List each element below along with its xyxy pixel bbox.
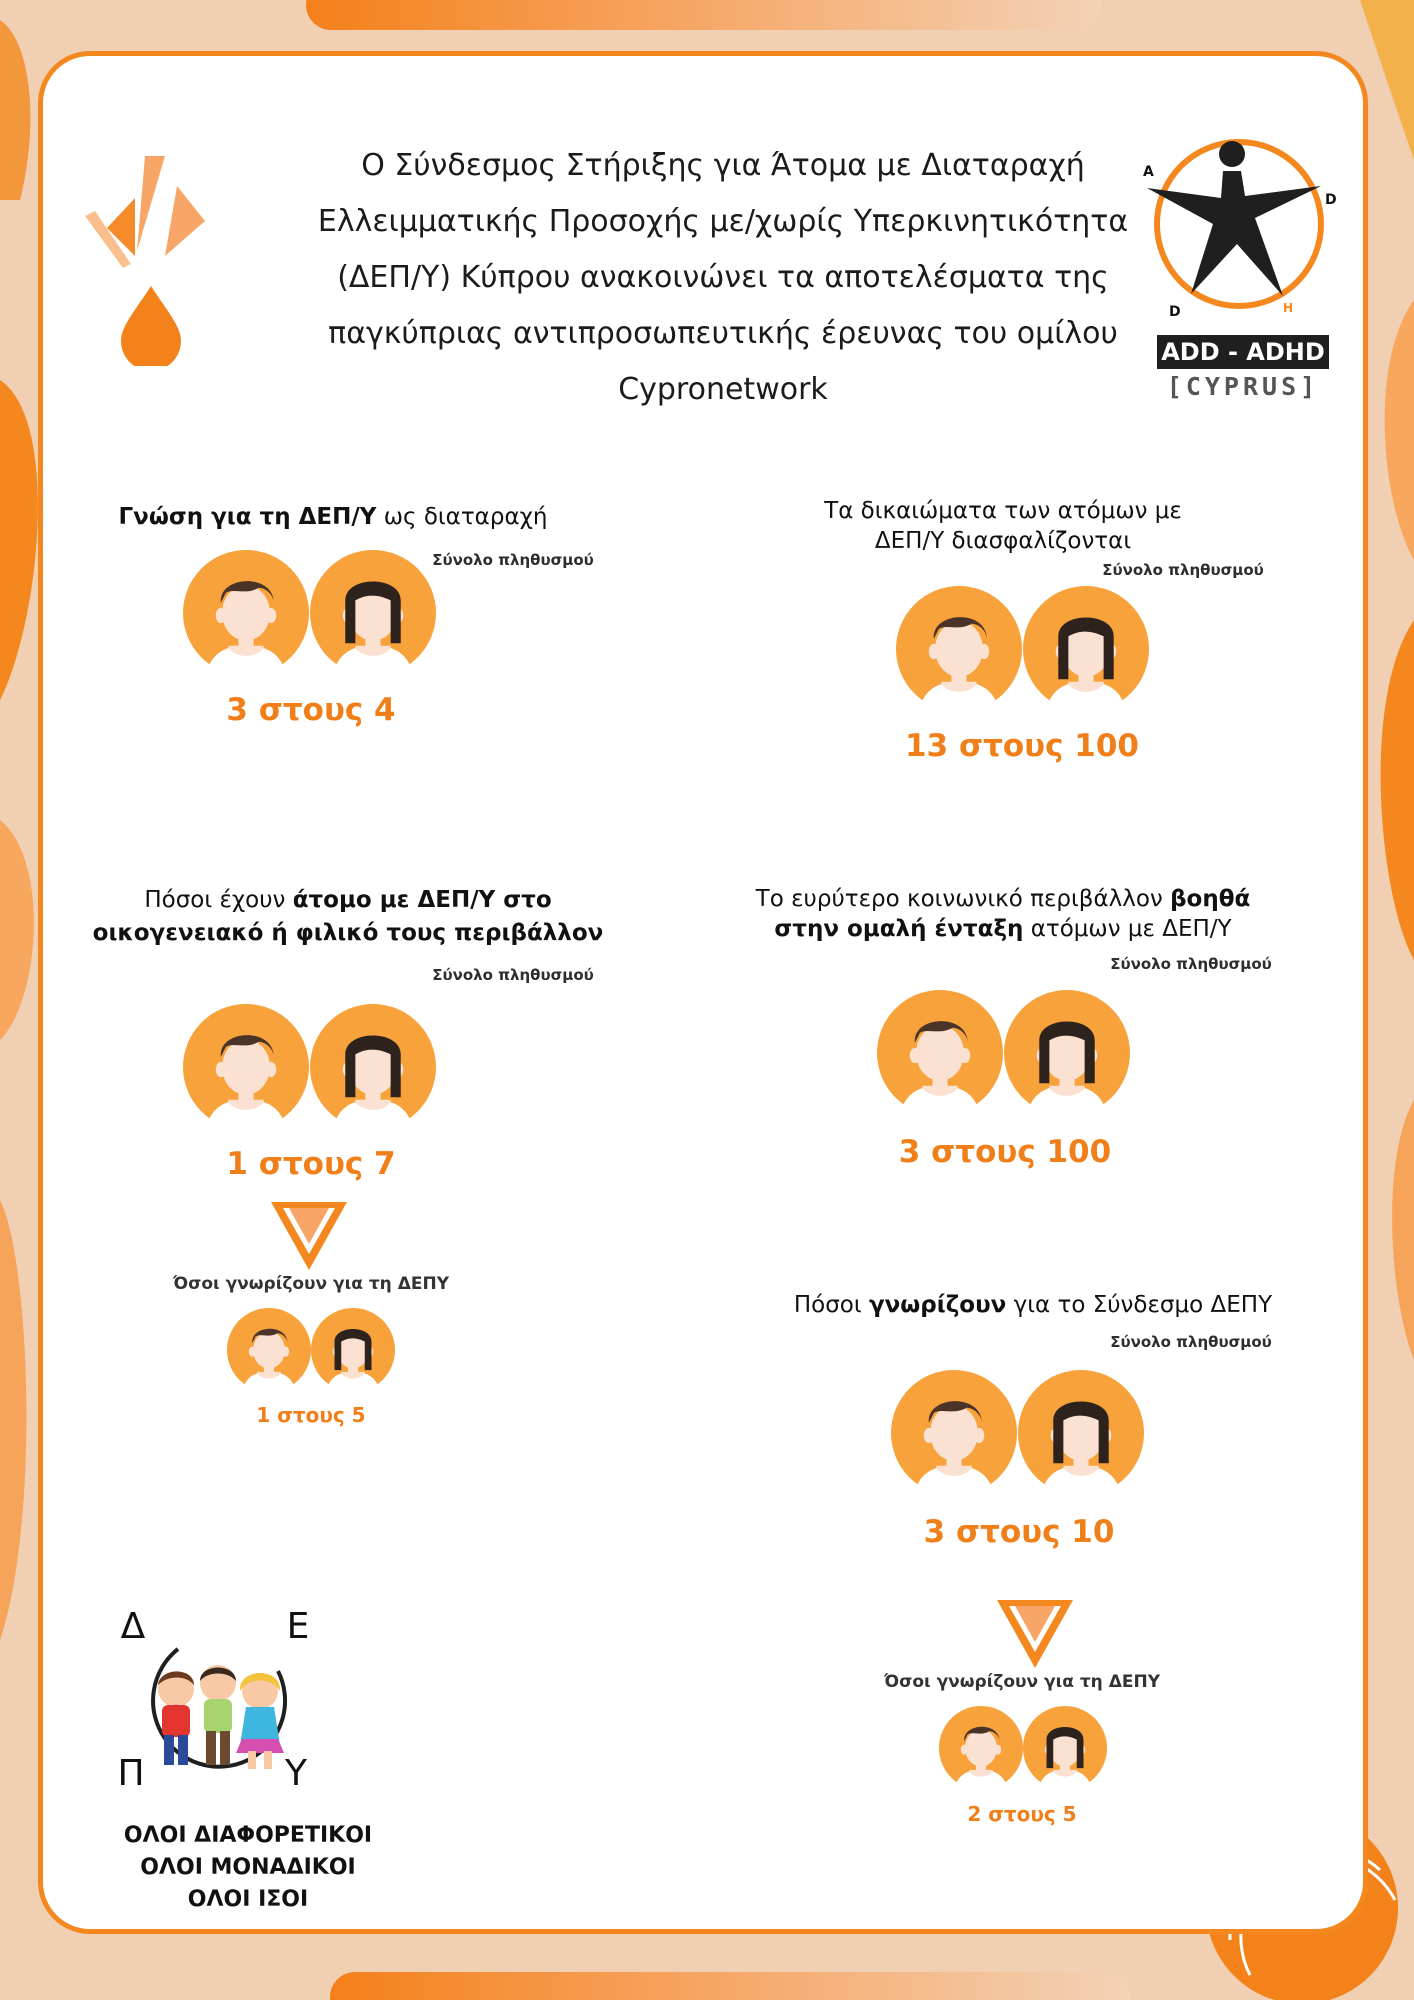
environment-sub-male-avatar [227,1308,311,1392]
depy-motto-line-1: ΟΛΟΙ ΔΙΑΦΟΡΕΤΙΚΟΙ [123,1823,373,1848]
header-line-5: Cypronetwork [618,372,828,407]
integration-title-bold-1: βοηθά [1170,886,1251,912]
logo-letter-d2: D [1169,304,1181,320]
knowledge-title [83,502,583,532]
knowledge-female-avatar [310,550,436,676]
environment-title-bold-1: άτομο με ΔΕΠ/Υ στο [292,887,552,913]
depy-letter-delta: Δ [120,1606,146,1647]
association-title-bold: γνωρίζουν [868,1292,1007,1318]
header-line-3: (ΔΕΠ/Υ) Κύπρου ανακοινώνει τα αποτελέσματα της [337,260,1109,295]
integration-title-rest: ατόμων με ΔΕΠ/Υ [1023,916,1232,942]
depy-letter-pi: Π [117,1753,145,1794]
environment-title-line-2 [63,918,633,948]
association-population-label: Σύνολο πληθυσμού [1110,1333,1272,1351]
environment-female-avatar [310,1004,436,1130]
association-title [753,1290,1313,1320]
rights-title-line-2: ΔΕΠ/Υ διασφαλίζονται [874,528,1132,554]
header-line-2: Ελλειμματικής Προσοχής με/χωρίς Υπερκινητικότητα [317,204,1129,239]
integration-female-avatar [1004,990,1130,1116]
environment-male-avatar [183,1004,309,1130]
depy-motto-line-2: ΟΛΟΙ ΜΟΝΑΔΙΚΟΙ [140,1855,356,1880]
environment-stat: 1 στους 7 [226,1146,396,1182]
association-title-rest: για το Σύνδεσμο ΔΕΠΥ [1006,1292,1273,1318]
logo-name: ADD - ADHD [1157,335,1329,369]
rights-population-label: Σύνολο πληθυσμού [1102,561,1264,579]
male-person-icon [227,1308,311,1392]
association-sub-label: Όσοι γνωρίζουν για τη ΔΕΠΥ [883,1672,1161,1692]
association-male-avatar [891,1370,1017,1496]
adhd-star-figure-icon [1133,126,1343,326]
environment-title-line-1 [83,885,613,915]
female-person-icon [1018,1370,1144,1496]
female-person-icon [310,1004,436,1130]
integration-title-bold-2: στην ομαλή ένταξη [774,916,1024,942]
knowledge-male-avatar [183,550,309,676]
integration-population-label: Σύνολο πληθυσμού [1110,955,1272,973]
male-person-icon [877,990,1003,1116]
knowledge-title-bold: Γνώση για τη ΔΕΠ/Υ [118,504,377,530]
header-line-4: παγκύπριας αντιπροσωπευτικής έρευνας του ομίλου [328,316,1118,351]
logo-country: [CYPRUS] [1166,372,1320,401]
association-title-pre: Πόσοι [793,1292,869,1318]
association-stat: 3 στους 10 [923,1514,1115,1550]
rights-female-avatar [1023,586,1149,712]
association-female-avatar [1018,1370,1144,1496]
female-person-icon [310,550,436,676]
logo-letter-a: A [1143,164,1154,180]
male-person-icon [896,586,1022,712]
male-person-icon [939,1706,1023,1790]
main-card [38,51,1368,1934]
depy-letter-upsilon: Υ [285,1753,307,1794]
rights-title-line-1: Τα δικαιώματα των ατόμων με [824,498,1182,524]
environment-sub-female-avatar [311,1308,395,1392]
adhd-cyprus-logo [1133,126,1343,416]
knowledge-stat: 3 στους 4 [226,692,396,728]
association-sub-female-avatar [1023,1706,1107,1790]
female-person-icon [311,1308,395,1392]
female-person-icon [1023,586,1149,712]
environment-chevron-down-icon [271,1202,347,1274]
children-illustration-icon [138,1641,298,1781]
logo-letter-d1: D [1325,192,1337,208]
male-person-icon [891,1370,1017,1496]
knowledge-population-label: Σύνολο πληθυσμού [432,551,594,569]
environment-sub-label: Όσοι γνωρίζουν για τη ΔΕΠΥ [172,1274,450,1294]
environment-title-pre: Πόσοι έχουν [144,887,293,913]
integration-title-line-2 [723,914,1283,944]
sparkle-drop-icon [65,156,205,366]
association-sub-stat: 2 στους 5 [967,1802,1077,1826]
environment-title-bold-2: οικογενειακό ή φιλικό τους περιβάλλον [92,920,604,946]
female-person-icon [1023,1706,1107,1790]
integration-stat: 3 στους 100 [898,1134,1112,1170]
depy-motto-line-3: ΟΛΟΙ ΙΣΟΙ [187,1887,309,1912]
header-line-1: Ο Σύνδεσμος Στήριξης για Άτομα με Διαταραχή [361,148,1085,183]
environment-population-label: Σύνολο πληθυσμού [432,966,594,984]
integration-male-avatar [877,990,1003,1116]
environment-sub-stat: 1 στους 5 [256,1403,366,1427]
association-chevron-down-icon [997,1600,1073,1672]
female-person-icon [1004,990,1130,1116]
depy-letter-epsilon: Ε [286,1606,310,1647]
male-person-icon [183,550,309,676]
rights-male-avatar [896,586,1022,712]
male-person-icon [183,1004,309,1130]
association-sub-male-avatar [939,1706,1023,1790]
knowledge-title-rest: ως διαταραχή [376,504,548,530]
rights-stat: 13 στους 100 [905,728,1139,764]
logo-letter-h: H [1283,301,1294,315]
integration-title-pre: Το ευρύτερο κοινωνικό περιβάλλον [755,886,1171,912]
integration-title-line-1 [723,884,1283,914]
